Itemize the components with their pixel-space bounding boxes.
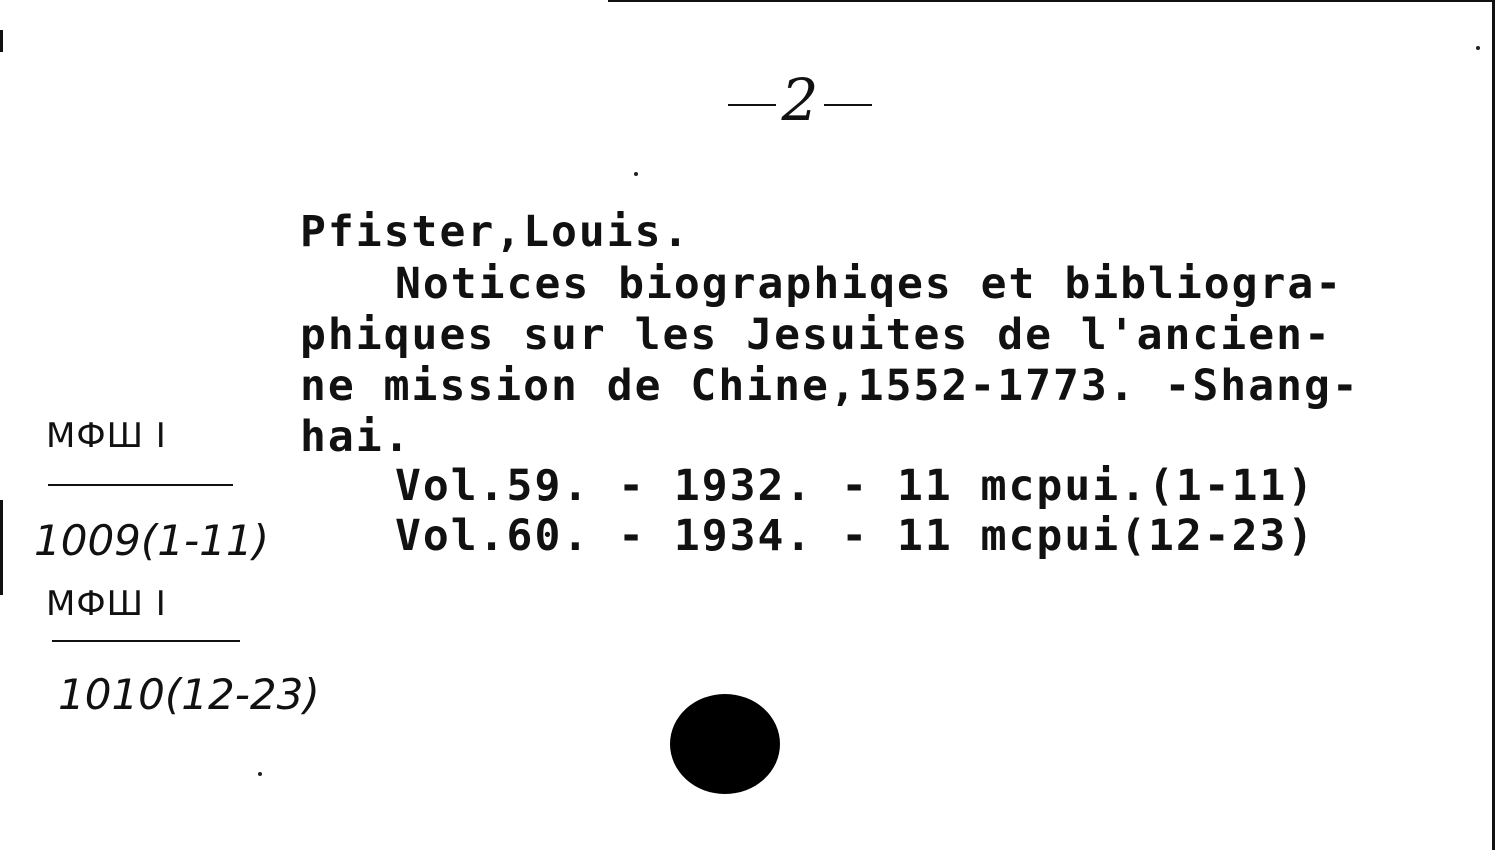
inventory-number: 1010(12-23)	[58, 670, 320, 719]
author-heading: Pfister,Louis.	[300, 207, 691, 257]
call-number-rule	[48, 484, 233, 486]
page-number-value: 2	[781, 66, 819, 134]
volume-entry: Vol.60. - 1934. - 11 mcpui(12-23)	[395, 511, 1316, 561]
punch-hole	[670, 694, 780, 794]
shelf-mark: МФШ I	[46, 416, 167, 456]
title-line: phiques sur les Jesuites de l'ancien-	[300, 310, 1332, 360]
volume-entry: Vol.59. - 1932. - 11 mcpui.(1-11)	[395, 461, 1316, 511]
card-top-edge	[608, 0, 1495, 2]
card-left-edge-mark	[0, 500, 3, 595]
page-number-dash-right	[824, 104, 872, 106]
title-line: Notices biographiqes et bibliogra-	[395, 259, 1344, 309]
title-line: hai.	[300, 412, 412, 462]
shelf-mark: МФШ I	[46, 584, 167, 624]
page-number-dash-left	[728, 104, 776, 106]
title-line: ne mission de Chine,1552-1773. -Shang-	[300, 361, 1360, 411]
ink-speck	[258, 772, 262, 776]
call-number-rule	[52, 640, 240, 642]
ink-speck	[1476, 46, 1480, 50]
ink-speck	[634, 172, 638, 176]
card-left-edge-mark	[0, 30, 3, 52]
page-number	[700, 60, 900, 140]
inventory-number: 1009(1-11)	[34, 516, 269, 565]
